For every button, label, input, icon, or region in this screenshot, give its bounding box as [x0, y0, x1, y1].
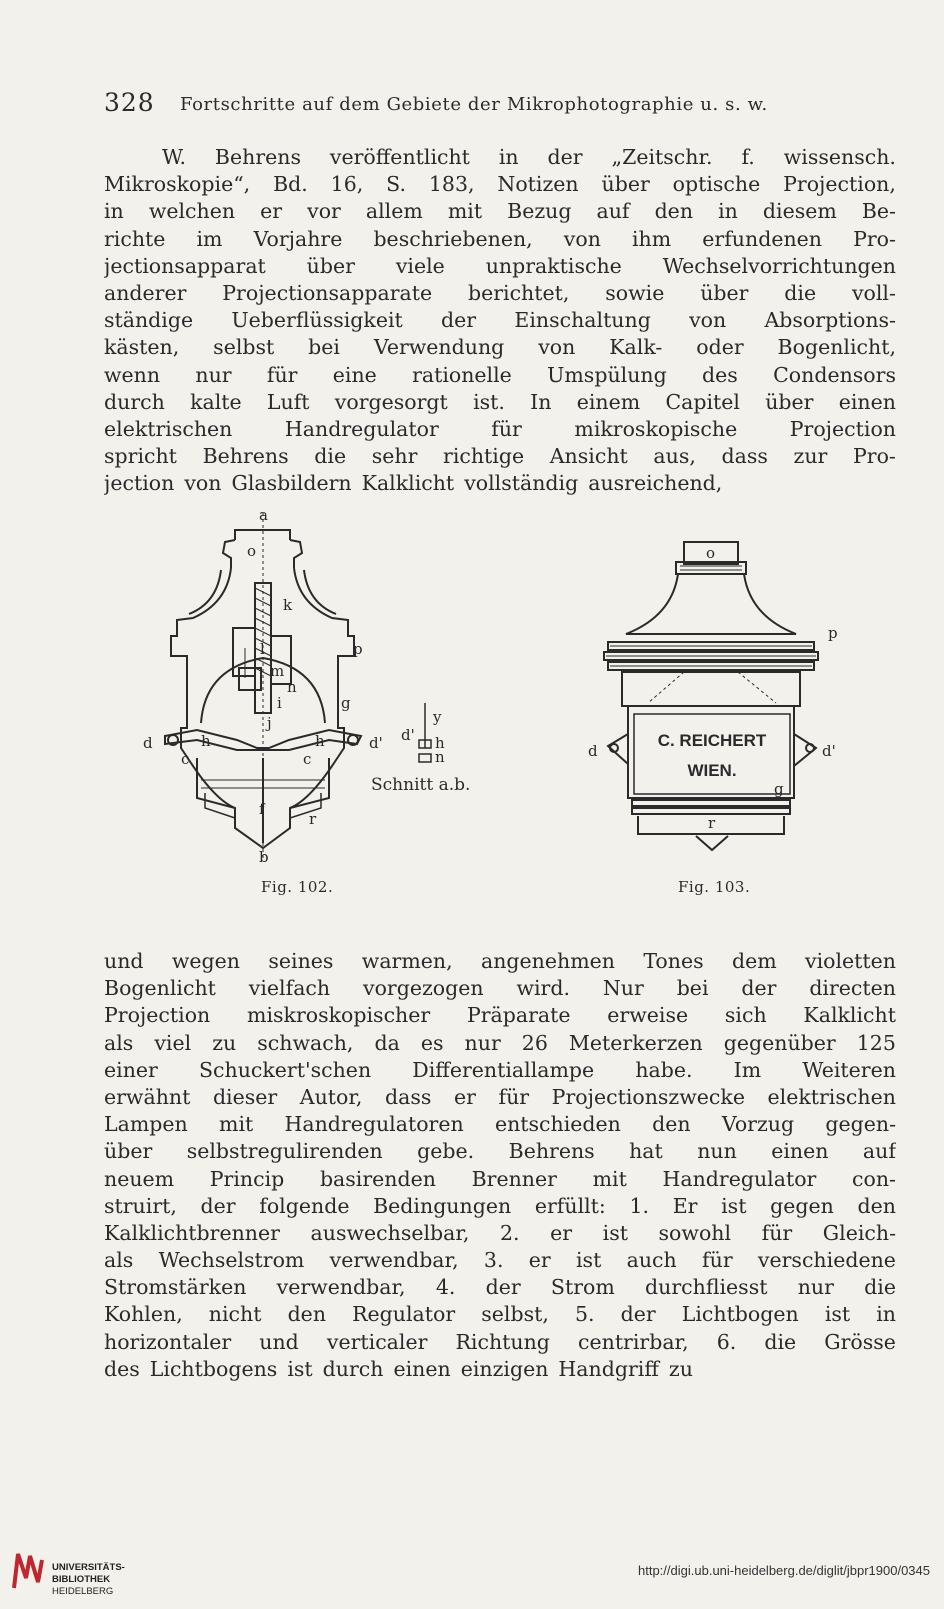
- fig102-label-f: f: [259, 800, 265, 818]
- library-logo: [10, 1548, 160, 1600]
- text-line: erwähnt dieser Autor, dass er für Projectionszwecke elektrischen: [104, 1084, 896, 1109]
- text-line: anderer Projectionsapparate berichtet, sowie über die voll-: [104, 280, 896, 305]
- text-line: Projection miskroskopischer Präparate erweise sich Kalklicht: [104, 1003, 896, 1028]
- fig103-label-d-prime: d': [822, 742, 836, 760]
- fig102-inset-d-prime: d': [401, 726, 415, 744]
- fig102-label-p: p: [353, 640, 363, 658]
- text-line: Kohlen, nicht den Regulator selbst, 5. der Lichtbogen ist in: [104, 1302, 896, 1327]
- fig102-label-j: j: [267, 714, 272, 732]
- fig102-label-m: m: [270, 662, 285, 680]
- text-line: als Wechselstrom verwendbar, 3. er ist auch für verschiedene: [104, 1248, 896, 1273]
- fig102-inset-y: y: [433, 708, 442, 726]
- text-line: Kalklichtbrenner auswechselbar, 2. er ist sowohl für Gleich-: [104, 1220, 896, 1245]
- text-line: des Lichtbogens ist durch einen einzigen Handgriff zu: [104, 1356, 693, 1381]
- fig102-label-n: n: [287, 678, 297, 696]
- text-line: Lampen mit Handregulatoren entschieden den Vorzug gegen-: [104, 1112, 896, 1137]
- fig103-label-o: o: [706, 544, 716, 562]
- text-line: jectionsapparat über viele unpraktische Wechselvorrichtungen: [104, 253, 896, 278]
- text-line: neuem Princip basirenden Brenner mit Handregulator con-: [104, 1166, 896, 1191]
- text-line: W. Behrens veröffentlicht in der „Zeitschr. f. wissensch.: [162, 145, 896, 169]
- fig103-label-p: p: [828, 624, 838, 642]
- text-line: wenn nur für eine rationelle Umspülung des Condensors: [104, 362, 896, 387]
- text-line: struirt, der folgende Bedingungen erfüllt: 1. Er ist gegen den: [104, 1193, 896, 1218]
- text-line: einer Schuckert'schen Differentiallampe habe. Im Weiteren: [104, 1057, 896, 1082]
- text-line: Stromstärken verwendbar, 4. der Strom durchfliesst nur die: [104, 1275, 896, 1300]
- library-logo-icon: [10, 1548, 46, 1596]
- text-line: kästen, selbst bei Verwendung von Kalk- oder Bogenlicht,: [104, 335, 896, 360]
- fig102-label-l: l: [260, 640, 265, 658]
- fig103-label-g: g: [774, 780, 784, 798]
- text-line: ständige Ueberflüssigkeit der Einschaltung von Absorptions-: [104, 308, 896, 333]
- running-title: Fortschritte auf dem Gebiete der Mikrophotographie u. s. w.: [180, 94, 768, 115]
- text-line: Mikroskopie“, Bd. 16, S. 183, Notizen über optische Projection,: [104, 172, 896, 197]
- logo-line-1: UNIVERSITÄTS-: [52, 1562, 125, 1573]
- fig102-label-g: g: [341, 694, 351, 712]
- fig102-inset-n: n: [435, 748, 445, 766]
- fig102-inset-h: h: [435, 734, 445, 752]
- page-header: [104, 88, 884, 122]
- text-line: und wegen seines warmen, angenehmen Tones dem violetten: [104, 949, 896, 973]
- logo-line-2: BIBLIOTHEK: [52, 1574, 111, 1585]
- text-line: in welchen er vor allem mit Bezug auf den in diesem Be-: [104, 199, 896, 224]
- fig102-label-d-prime: d': [369, 734, 383, 752]
- fig103-plate-line2: WIEN.: [687, 761, 737, 780]
- figure-102-caption: Fig. 102.: [261, 878, 334, 896]
- figure-103-caption: Fig. 103.: [678, 878, 751, 896]
- logo-line-3: HEIDELBERG: [52, 1586, 114, 1597]
- fig103-label-d: d: [588, 742, 598, 760]
- text-line: als viel zu schwach, da es nur 26 Meterkerzen gegenüber 125: [104, 1030, 896, 1055]
- figure-102: [135, 508, 515, 896]
- fig102-label-d: d: [143, 734, 153, 752]
- source-link[interactable]: http://digi.ub.uni-heidelberg.de/diglit/jbpr1900/0345: [638, 1563, 930, 1578]
- figure-103: [588, 538, 868, 896]
- figure-103-drawing: [588, 538, 868, 878]
- page-number: 328: [104, 88, 155, 117]
- figure-102-drawing: [135, 508, 515, 868]
- text-line: durch kalte Luft vorgesorgt ist. In einem Capitel über einen: [104, 389, 896, 414]
- fig102-label-k: k: [283, 596, 293, 614]
- paragraph-top: [104, 144, 896, 497]
- text-line: Bogenlicht vielfach vorgezogen wird. Nur bei der directen: [104, 976, 896, 1001]
- text-line: spricht Behrens die sehr richtige Ansicht aus, dass zur Pro-: [104, 444, 896, 469]
- fig103-label-r: r: [708, 814, 716, 832]
- fig102-label-r: r: [309, 810, 317, 828]
- fig102-label-h-left: h: [201, 732, 211, 750]
- fig102-label-c-left: c: [181, 750, 190, 768]
- text-line: über selbstregulirenden gebe. Behrens hat nun einen auf: [104, 1139, 896, 1164]
- fig102-label-h-right: h: [315, 732, 325, 750]
- fig102-label-i: i: [277, 694, 282, 712]
- paragraph-bottom: [104, 948, 896, 1383]
- fig102-label-b: b: [259, 848, 269, 866]
- text-line: horizontaler und verticaler Richtung centrirbar, 6. die Grösse: [104, 1329, 896, 1354]
- text-line: elektrischen Handregulator für mikroskopische Projection: [104, 416, 896, 441]
- text-line: jection von Glasbildern Kalklicht vollständig ausreichend,: [104, 471, 723, 496]
- fig102-section-label: Schnitt a.b.: [371, 775, 471, 795]
- fig102-label-a: a: [259, 508, 268, 524]
- fig103-plate-line1: C. REICHERT: [657, 731, 767, 750]
- fig102-label-c-right: c: [303, 750, 312, 768]
- text-line: richte im Vorjahre beschriebenen, von ihm erfundenen Pro-: [104, 226, 896, 251]
- fig102-label-o: o: [247, 542, 257, 560]
